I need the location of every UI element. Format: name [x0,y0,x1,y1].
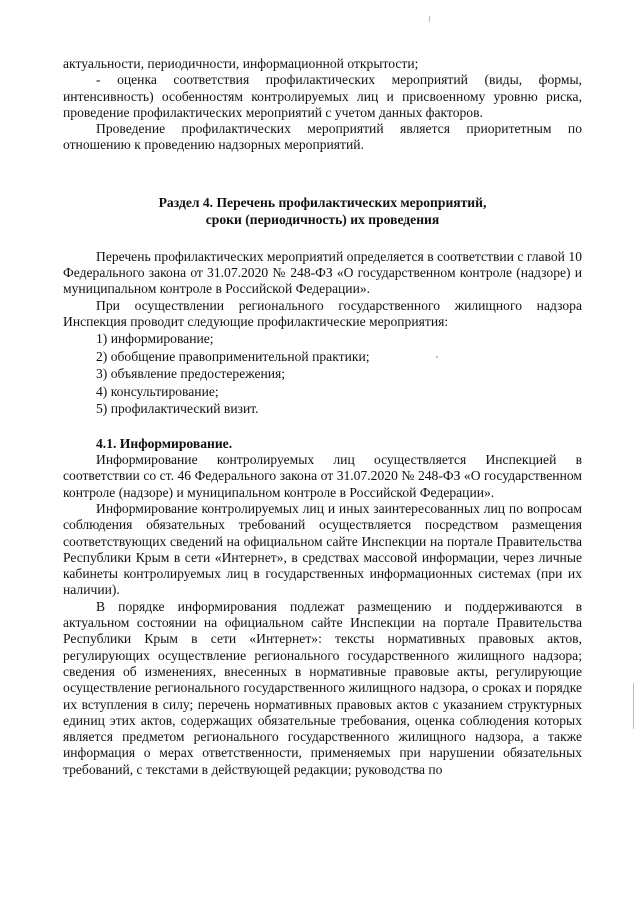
scan-mark [429,16,430,22]
spacer [63,228,582,249]
list-item: 2) обобщение правоприменительной практики; [96,348,370,364]
list-item: 1) информирование; [96,331,214,347]
scan-mark [633,683,634,729]
scan-mark [436,356,438,358]
subsection-paragraph-3: В порядке информирования подлежат размещению и поддерживаются в актуальном состоянии на официальном сайте Инспекции на портале Правительства Республики Крым в сети «Интернет»: тексты нормативных правовых актов, регулирующих осуществление регионального государственного жилищного надзора; сведения об изменениях, внесенных в нормативные правовые акты, регулирующие осуществление регионального государственного жилищного надзора, о сроках и порядке их вступления в силу; перечень нормативных правовых актов с указанием структурных единиц этих актов, содержащих обязательные требования, оценка соблюдения которых является предметом регионального государственного жилищного надзора, а также информация о мерах ответственности, применяемых при нарушении обязательных требований, с текстами в действующей редакции; руководства по [63,598,582,777]
list-item: 3) объявление предостережения; [96,366,286,382]
list-item: 5) профилактический визит. [96,401,259,417]
subsection-paragraph-1: Информирование контролируемых лиц осуществляется Инспекцией в соответствии со ст. 46 Федерального закона от 31.07.2020 № 248-ФЗ «О государственном контроле (надзоре) и муниципальном контроле в Российской Федерации». [63,452,582,500]
section-paragraph-1: Перечень профилактических мероприятий определяется в соответствии с главой 10 Федерального закона от 31.07.2020 № 248-ФЗ «О государственном контроле (надзоре) и муниципальном контроле в Российской Федерации». [63,248,582,297]
subsection-heading: 4.1. Информирование. [96,435,233,451]
spacer [63,154,582,194]
section-heading [63,194,582,228]
list-item: 4) консультирование; [96,383,219,399]
intro-paragraph-3: Проведение профилактических мероприятий является приоритетным по отношению к проведению надзорных мероприятий. [63,121,582,153]
intro-paragraph-1: актуальности, периодичности, информационной открытости; [63,56,419,71]
measures-list [63,330,582,418]
subsection-paragraph-2: Информирование контролируемых лиц и иных заинтересованных лиц по вопросам соблюдения обязательных требований осуществляется посредством размещения соответствующих сведений на официальном сайте Инспекции на портале Правительства Республики Крым в сети «Интернет», в средствах массовой информации, через личные кабинеты контролируемых лиц в государственных информационных системах (при их наличии). [63,500,582,598]
section-heading-line-2: сроки (периодичность) их проведения [205,211,440,227]
section-heading-line-1: Раздел 4. Перечень профилактических мероприятий, [158,194,487,210]
section-paragraph-2: При осуществлении регионального государственного жилищного надзора Инспекция проводит следующие профилактические мероприятия: [63,297,582,329]
intro-paragraph-2: - оценка соответствия профилактических мероприятий (виды, формы, интенсивность) особенностям контролируемых лиц и присвоенному уровню риска, проведение профилактических мероприятий с учетом данных факторов. [63,72,582,120]
spacer [63,418,582,436]
